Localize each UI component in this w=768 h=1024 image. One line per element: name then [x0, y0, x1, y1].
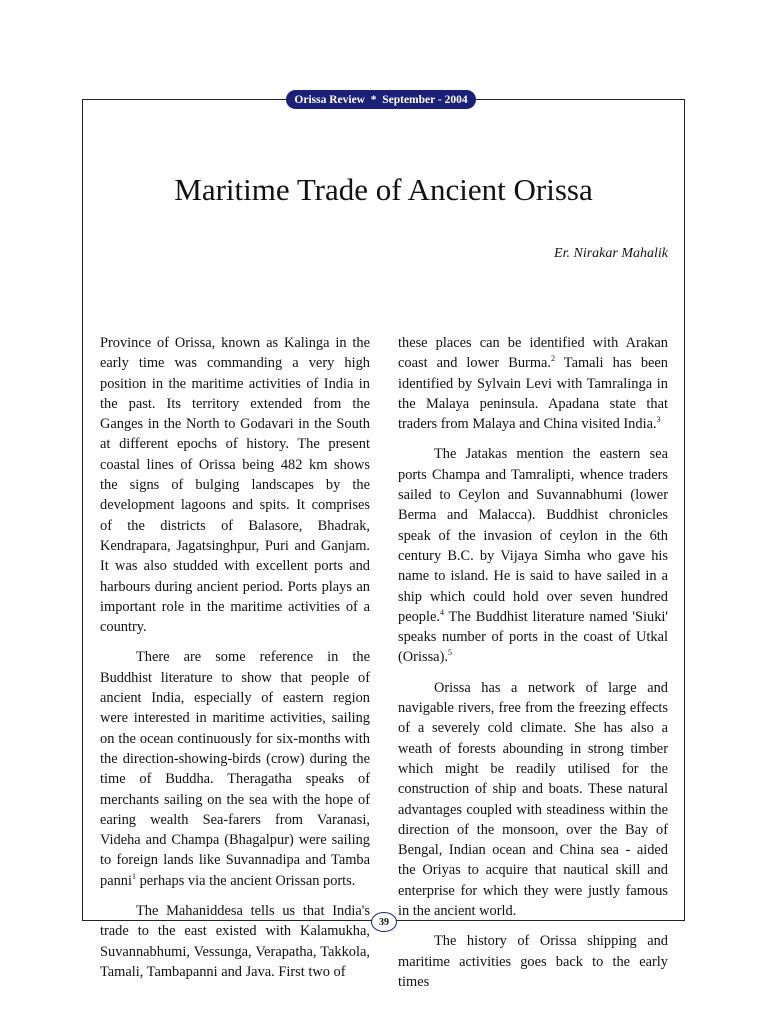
footnote-marker: 2 [551, 354, 556, 364]
footnote-marker: 4 [439, 608, 444, 618]
left-paragraph-3: The Mahaniddesa tells us that India's trade to the east existed with Kalamukha, Suvannabhumi, Vessunga, Verapatha, Takkola, Tamali, Tambapanni and Java. First two of [100, 903, 370, 980]
journal-header-badge: Orissa Review * September - 2004 [286, 90, 476, 109]
right-paragraph-4: The history of Orissa shipping and maritime activities goes back to the early times [398, 933, 668, 990]
right-paragraph-2 [398, 444, 668, 667]
footnote-marker: 5 [447, 648, 452, 658]
left-paragraph-1: Province of Orissa, known as Kalinga in the early time was commanding a very high position in the maritime activities of India in the past. Its territory extended from the Ganges in the North to Godavari in the South at different epochs of history. The present coastal lines of Orissa being 482 km shows the signs of bulging landscapes by the development lagoons and spits. It comprises of the districts of Balasore, Bhadrak, Kendrapara, Jagatsinghpur, Puri and Ganjam. It was also studded with excellent ports and harbours during ancient period. Ports plays an important role in the maritime activities of a country. [100, 335, 370, 636]
text-span: The Buddhist literature named 'Siuki' speaks number of ports in the coast of Utkal (Orissa). [398, 608, 668, 666]
article-title: Maritime Trade of Ancient Orissa [174, 172, 593, 207]
text-span: There are some reference in the Buddhist literature to show that people of ancient India, especially of eastern region were interested in maritime activities, sailing on the ocean continuously for six-months with the direction-showing-birds (crow) during the time of Buddha. Theragatha speaks of merchants sailing on the sea with the hope of earing wealth Sea-farers from Varanasi, Videha and Champa (Bhagalpur) were sailing to foreign lands like Suvannadipa and Tamba panni [100, 649, 370, 889]
text-span: perhaps via the ancient Orissan ports. [135, 872, 356, 889]
text-span: The Jatakas mention the eastern sea ports Champa and Tamralipti, whence traders sailed to Ceylon and Suvannabhumi (lower Berma and Malacca). Buddhist chronicles speak of the invasion of ceylon in the 6th century B.C. by Vijaya Simha who gave his name to island. He is said to have sailed in a ship which could hold over seven hundred people. [398, 446, 668, 625]
page-number: 39 [371, 912, 397, 932]
left-paragraph-2 [100, 647, 370, 891]
right-paragraph-3: Orissa has a network of large and navigable rivers, free from the freezing effects of a severely cold climate. She has also a weath of forests abounding in strong timber which might be readily utilised for the construction of ship and boats. These natural advantages coupled with steadiness within the direction of the monsoon, over the Bay of Bengal, Indian ocean and China sea - aided the Oriyas to acquire that nautical skill and enterprise for which they were justly famous in the ancient world. [398, 679, 668, 920]
text-span: Tamali has been identified by Sylvain Levi with Tamralinga in the Malaya peninsula. Apadana state that traders from Malaya and China visited India. [398, 355, 668, 433]
footnote-marker: 1 [131, 871, 136, 881]
right-paragraph-1 [398, 333, 668, 434]
article-author: Er. Nirakar Mahalik [554, 246, 668, 261]
left-column [100, 333, 370, 992]
right-column [398, 333, 668, 1002]
footnote-marker: 3 [656, 415, 661, 425]
text-span: these places can be identified with Arakan coast and lower Burma. [398, 335, 668, 372]
